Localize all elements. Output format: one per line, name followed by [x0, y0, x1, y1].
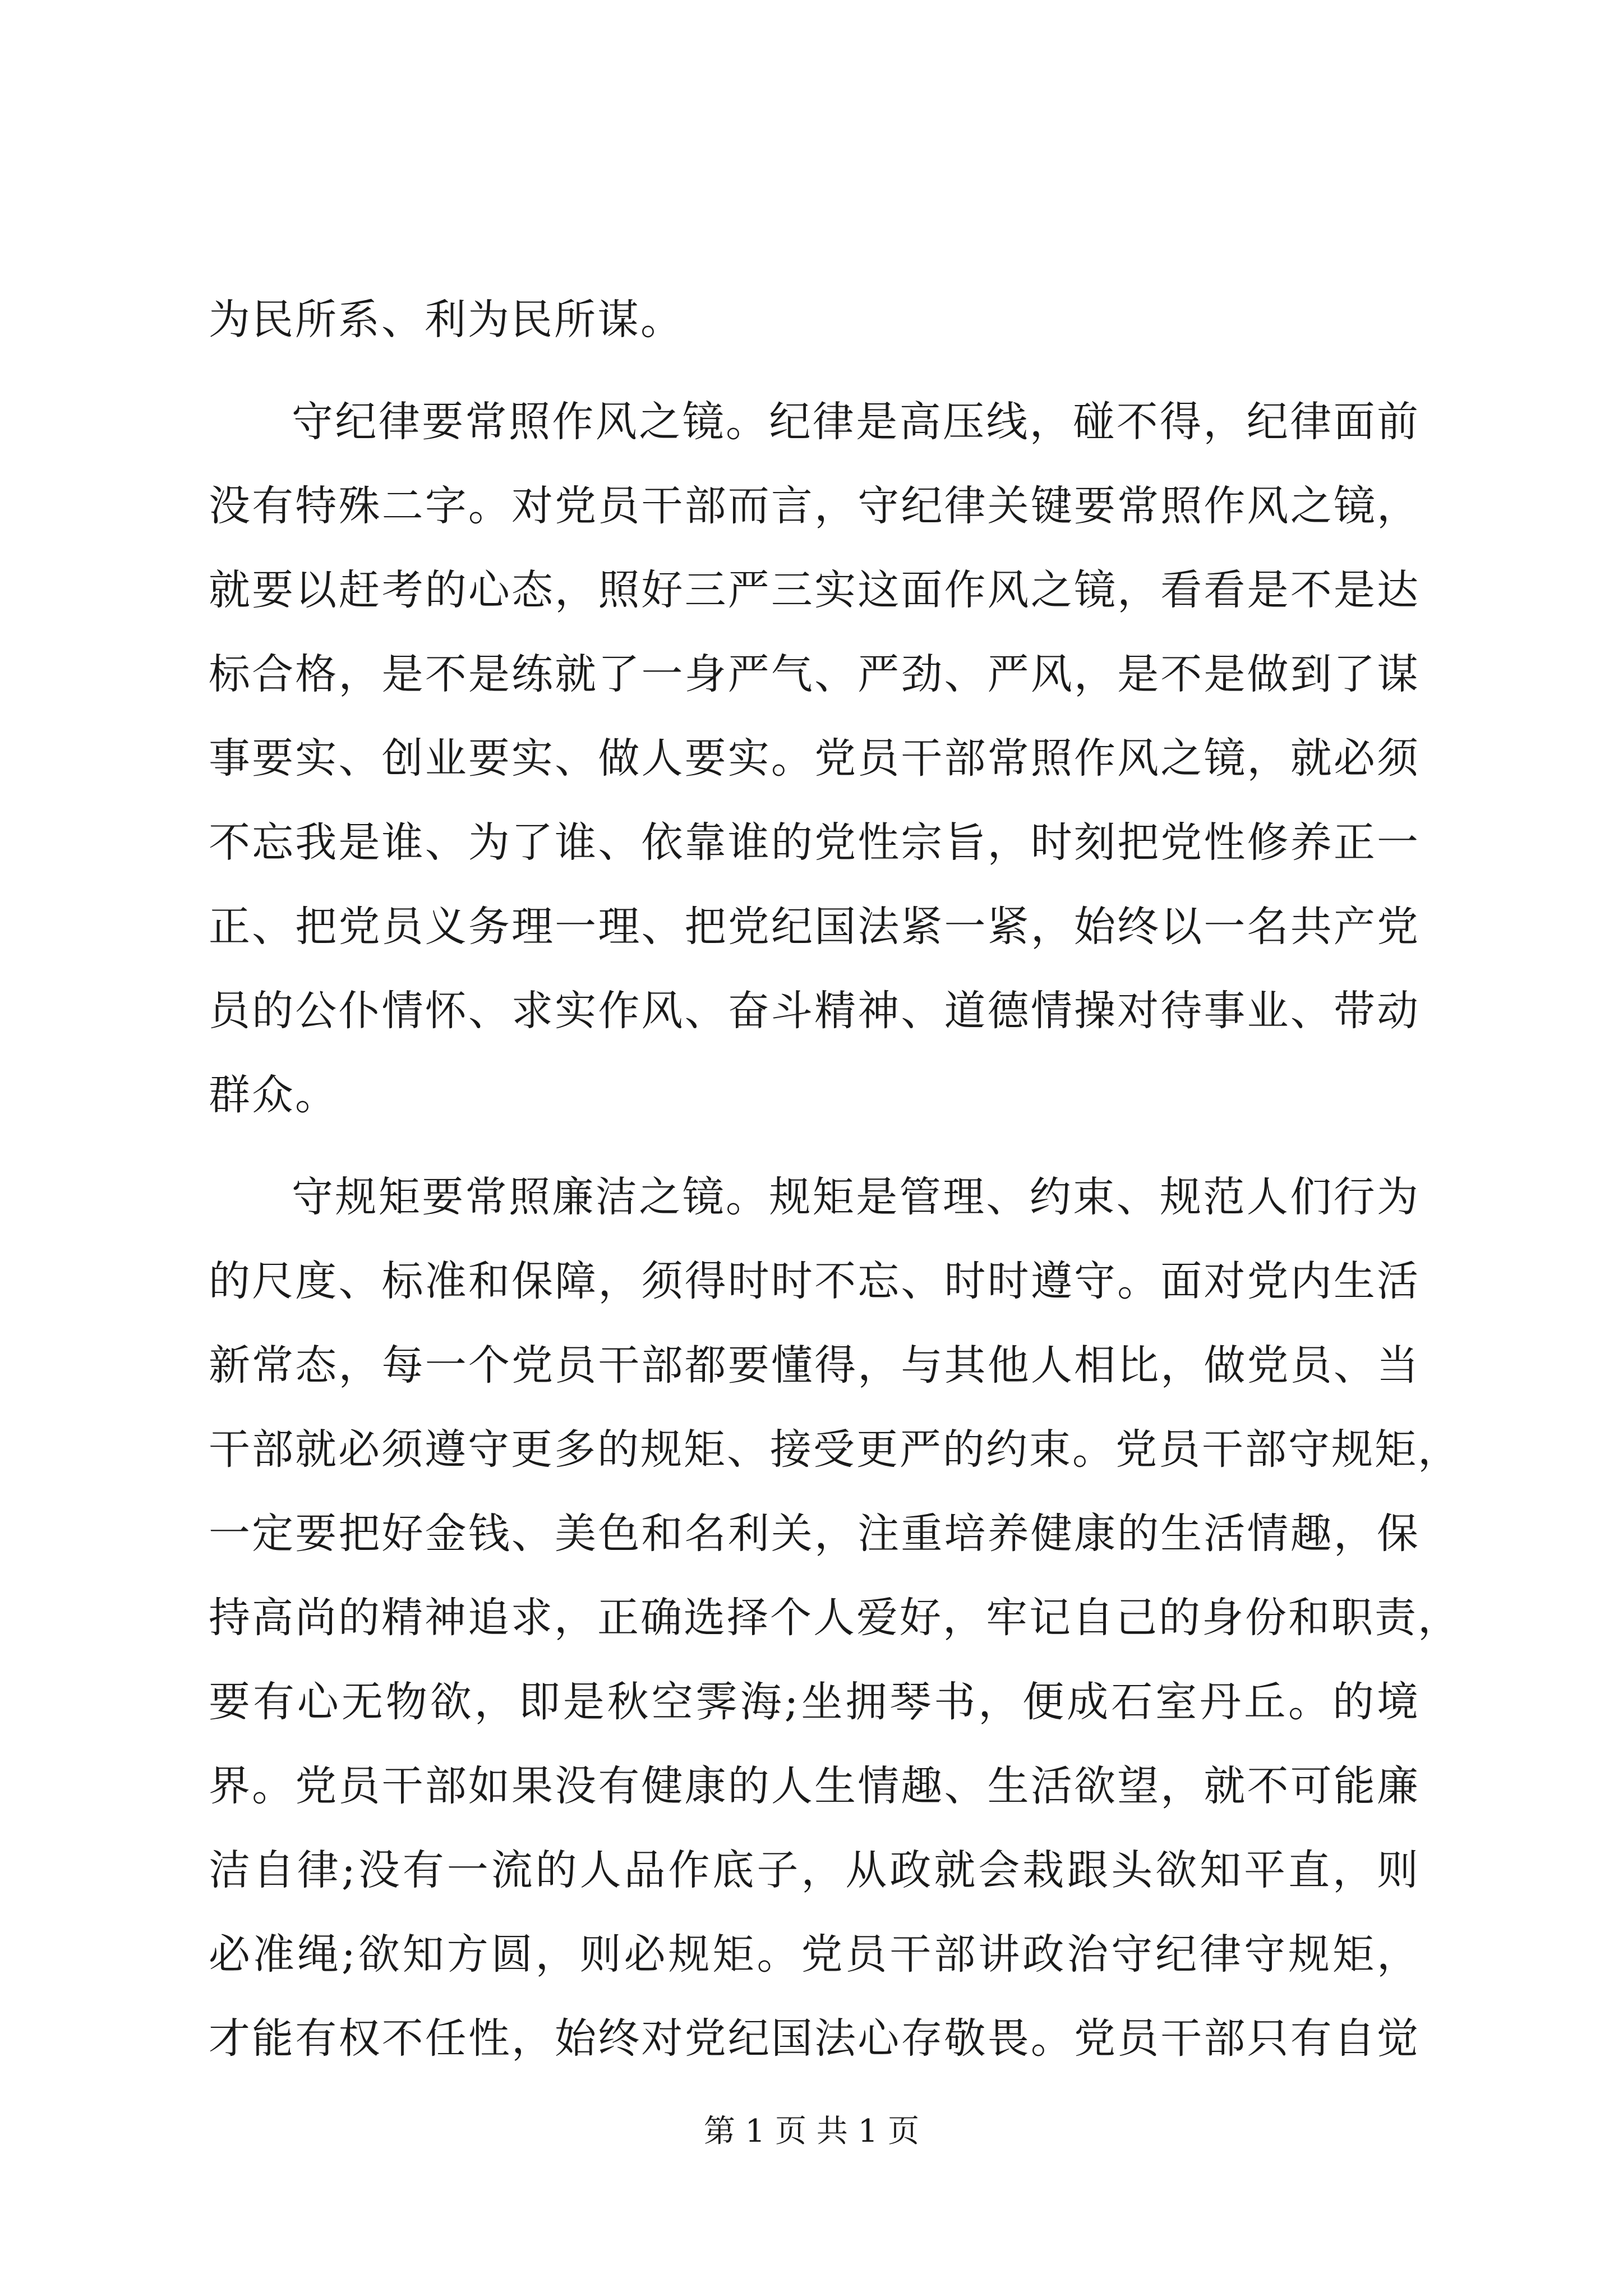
paragraph-line: 事要实、创业要实、做人要实。党员干部常照作风之镜，就必须	[209, 734, 1420, 783]
paragraph-line: 才能有权不任性，始终对党纪国法心存敬畏。党员干部只有自觉	[209, 2014, 1420, 2063]
paragraph-line: 一定要把好金钱、美色和名利关，注重培养健康的生活情趣，保	[209, 1510, 1420, 1558]
paragraph-line: 新常态，每一个党员干部都要懂得，与其他人相比，做党员、当	[209, 1341, 1420, 1389]
paragraph-line: 界。党员干部如果没有健康的人生情趣、生活欲望，就不可能廉	[209, 1762, 1420, 1810]
paragraph-line: 持高尚的精神追求，正确选择个人爱好，牢记自己的身份和职责，	[209, 1594, 1461, 1642]
paragraph-line: 必准绳;欲知方圆，则必规矩。党员干部讲政治守纪律守规矩，	[209, 1930, 1420, 1978]
paragraph-line: 不忘我是谁、为了谁、依靠谁的党性宗旨，时刻把党性修养正一	[209, 818, 1420, 867]
page-footer: 第 1 页 共 1 页	[703, 2113, 920, 2150]
paragraph-line: 没有特殊二字。对党员干部而言，守纪律关键要常照作风之镜，	[209, 482, 1420, 530]
paragraph-line: 守纪律要常照作风之镜。纪律是高压线，碰不得，纪律面前	[292, 398, 1420, 446]
paragraph-line: 的尺度、标准和保障，须得时时不忘、时时遵守。面对党内生活	[209, 1257, 1420, 1305]
paragraph-line: 标合格，是不是练就了一身严气、严劲、严风，是不是做到了谋	[209, 650, 1420, 698]
paragraph-line: 洁自律;没有一流的人品作底子，从政就会栽跟头欲知平直，则	[209, 1846, 1420, 1894]
paragraph-line: 要有心无物欲，即是秋空霁海;坐拥琴书，便成石室丹丘。的境	[209, 1678, 1420, 1726]
paragraph-line: 守规矩要常照廉洁之镜。规矩是管理、约束、规范人们行为	[292, 1173, 1420, 1221]
paragraph-line: 干部就必须遵守更多的规矩、接受更严的约束。党员干部守规矩，	[209, 1425, 1461, 1474]
paragraph-line: 就要以赶考的心态，照好三严三实这面作风之镜，看看是不是达	[209, 566, 1420, 614]
paragraph-line: 为民所系、利为民所谋。	[209, 296, 684, 344]
paragraph-line: 正、把党员义务理一理、把党纪国法紧一紧，始终以一名共产党	[209, 903, 1420, 951]
paragraph-line: 群众。	[209, 1071, 338, 1119]
paragraph-line: 员的公仆情怀、求实作风、奋斗精神、道德情操对待事业、带动	[209, 987, 1420, 1035]
